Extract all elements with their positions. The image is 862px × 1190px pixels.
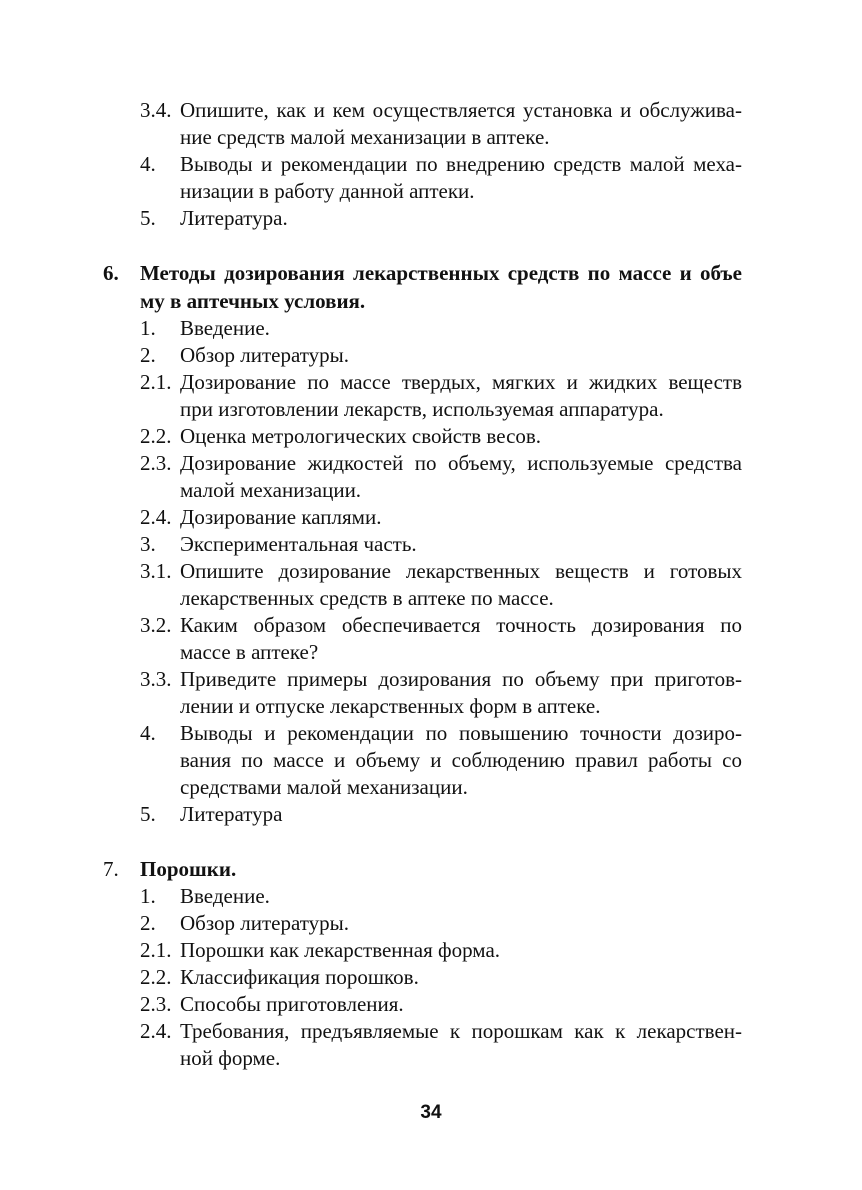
list-item-text: Обзор литературы. [180, 911, 350, 935]
list-item [0, 124, 862, 151]
list-item-text: Требования, предъявляемые к порошкам как к лекарствен- [180, 1019, 742, 1043]
list-item-number: 2.3. [140, 992, 172, 1016]
list-item-number: 3. [140, 532, 156, 556]
list-item-text: Выводы и рекомендации по повышению точности дозиро- [180, 721, 742, 745]
section-6 [0, 259, 862, 828]
list-item-text: Экспериментальная часть. [180, 532, 417, 556]
list-item-text: Дозирование каплями. [180, 505, 382, 529]
section-heading-line [0, 287, 862, 315]
list-item-number: 2.3. [140, 451, 172, 475]
list-item [0, 774, 862, 801]
section-heading-line [0, 855, 862, 883]
list-item-text: Литература. [180, 206, 288, 230]
list-item-text: Введение. [180, 884, 270, 908]
list-item-text: Способы приготовления. [180, 992, 404, 1016]
list-item [0, 747, 862, 774]
list-item-number: 2.1. [140, 938, 172, 962]
list-item-number: 1. [140, 316, 156, 340]
list-item-text: Каким образом обеспечивается точность дозирования по [180, 613, 742, 637]
list-item-text: низации в работу данной аптеки. [180, 179, 475, 203]
list-item-number: 2. [140, 343, 156, 367]
section-title: Порошки. [140, 857, 237, 881]
list-item-text: Опишите, как и кем осуществляется установка и обслужива- [180, 98, 742, 122]
list-item-number: 4. [140, 152, 156, 176]
list-item-text: Приведите примеры дозирования по объему при приготов- [180, 667, 742, 691]
list-item-number: 2.4. [140, 505, 172, 529]
list-item-text: Опишите дозирование лекарственных веществ и готовых [180, 559, 742, 583]
list-item-text: Оценка метрологических свойств весов. [180, 424, 542, 448]
list-item-number: 2.2. [140, 424, 172, 448]
list-item-text: массе в аптеке? [180, 640, 319, 664]
list-item-number: 2. [140, 911, 156, 935]
list-item [0, 450, 862, 477]
list-item-number: 2.2. [140, 965, 172, 989]
list-item-number: 3.1. [140, 559, 172, 583]
list-item-text: Порошки как лекарственная форма. [180, 938, 501, 962]
list-item [0, 423, 862, 450]
section-number: 6. [103, 261, 119, 285]
list-item [0, 315, 862, 342]
list-item [0, 477, 862, 504]
list-item [0, 693, 862, 720]
list-item-text: Введение. [180, 316, 270, 340]
section-title: му в аптечных условия. [140, 289, 366, 313]
list-item [0, 558, 862, 585]
list-item-text: при изготовлении лекарств, используемая аппаратура. [180, 397, 664, 421]
list-item-text: Дозирование по массе твердых, мягких и жидких веществ [180, 370, 742, 394]
list-item [0, 178, 862, 205]
list-item [0, 639, 862, 666]
section-7 [0, 855, 862, 1072]
list-item [0, 396, 862, 423]
list-item [0, 612, 862, 639]
list-item [0, 720, 862, 747]
list-item [0, 801, 862, 828]
list-item-text: ной форме. [180, 1046, 281, 1070]
list-item-text: Классификация порошков. [180, 965, 419, 989]
list-item [0, 151, 862, 178]
list-item-text: средствами малой механизации. [180, 775, 468, 799]
list-item [0, 205, 862, 232]
list-item-number: 2.1. [140, 370, 172, 394]
list-item-number: 1. [140, 884, 156, 908]
list-item-number: 5. [140, 206, 156, 230]
list-item [0, 910, 862, 937]
list-item-text: вания по массе и объему и соблюдению правил работы со [180, 748, 742, 772]
list-item [0, 531, 862, 558]
section-heading-line [0, 259, 862, 287]
section-title: Методы дозирования лекарственных средств по массе и объе [140, 261, 742, 285]
list-item-text: ние средств малой механизации в аптеке. [180, 125, 550, 149]
list-item-number: 4. [140, 721, 156, 745]
list-item-number: 3.4. [140, 98, 172, 122]
list-item [0, 585, 862, 612]
section-5-continuation [0, 97, 862, 232]
section-number: 7. [103, 857, 119, 881]
list-item [0, 97, 862, 124]
list-item-text: лении и отпуске лекарственных форм в аптеке. [180, 694, 601, 718]
list-item-text: лекарственных средств в аптеке по массе. [180, 586, 554, 610]
list-item-number: 3.3. [140, 667, 172, 691]
list-item-number: 5. [140, 802, 156, 826]
list-item-text: Выводы и рекомендации по внедрению средств малой меха- [180, 152, 742, 176]
list-item [0, 883, 862, 910]
list-item [0, 369, 862, 396]
list-item-text: Обзор литературы. [180, 343, 350, 367]
page-number: 34 [420, 1102, 442, 1123]
list-item [0, 964, 862, 991]
list-item [0, 991, 862, 1018]
list-item-number: 3.2. [140, 613, 172, 637]
list-item [0, 342, 862, 369]
list-item-text: Литература [180, 802, 283, 826]
list-item-number: 2.4. [140, 1019, 172, 1043]
list-item [0, 937, 862, 964]
list-item-text: Дозирование жидкостей по объему, используемые средства [180, 451, 742, 475]
list-item [0, 504, 862, 531]
list-item [0, 1018, 862, 1045]
list-item [0, 1045, 862, 1072]
list-item-text: малой механизации. [180, 478, 362, 502]
list-item [0, 666, 862, 693]
